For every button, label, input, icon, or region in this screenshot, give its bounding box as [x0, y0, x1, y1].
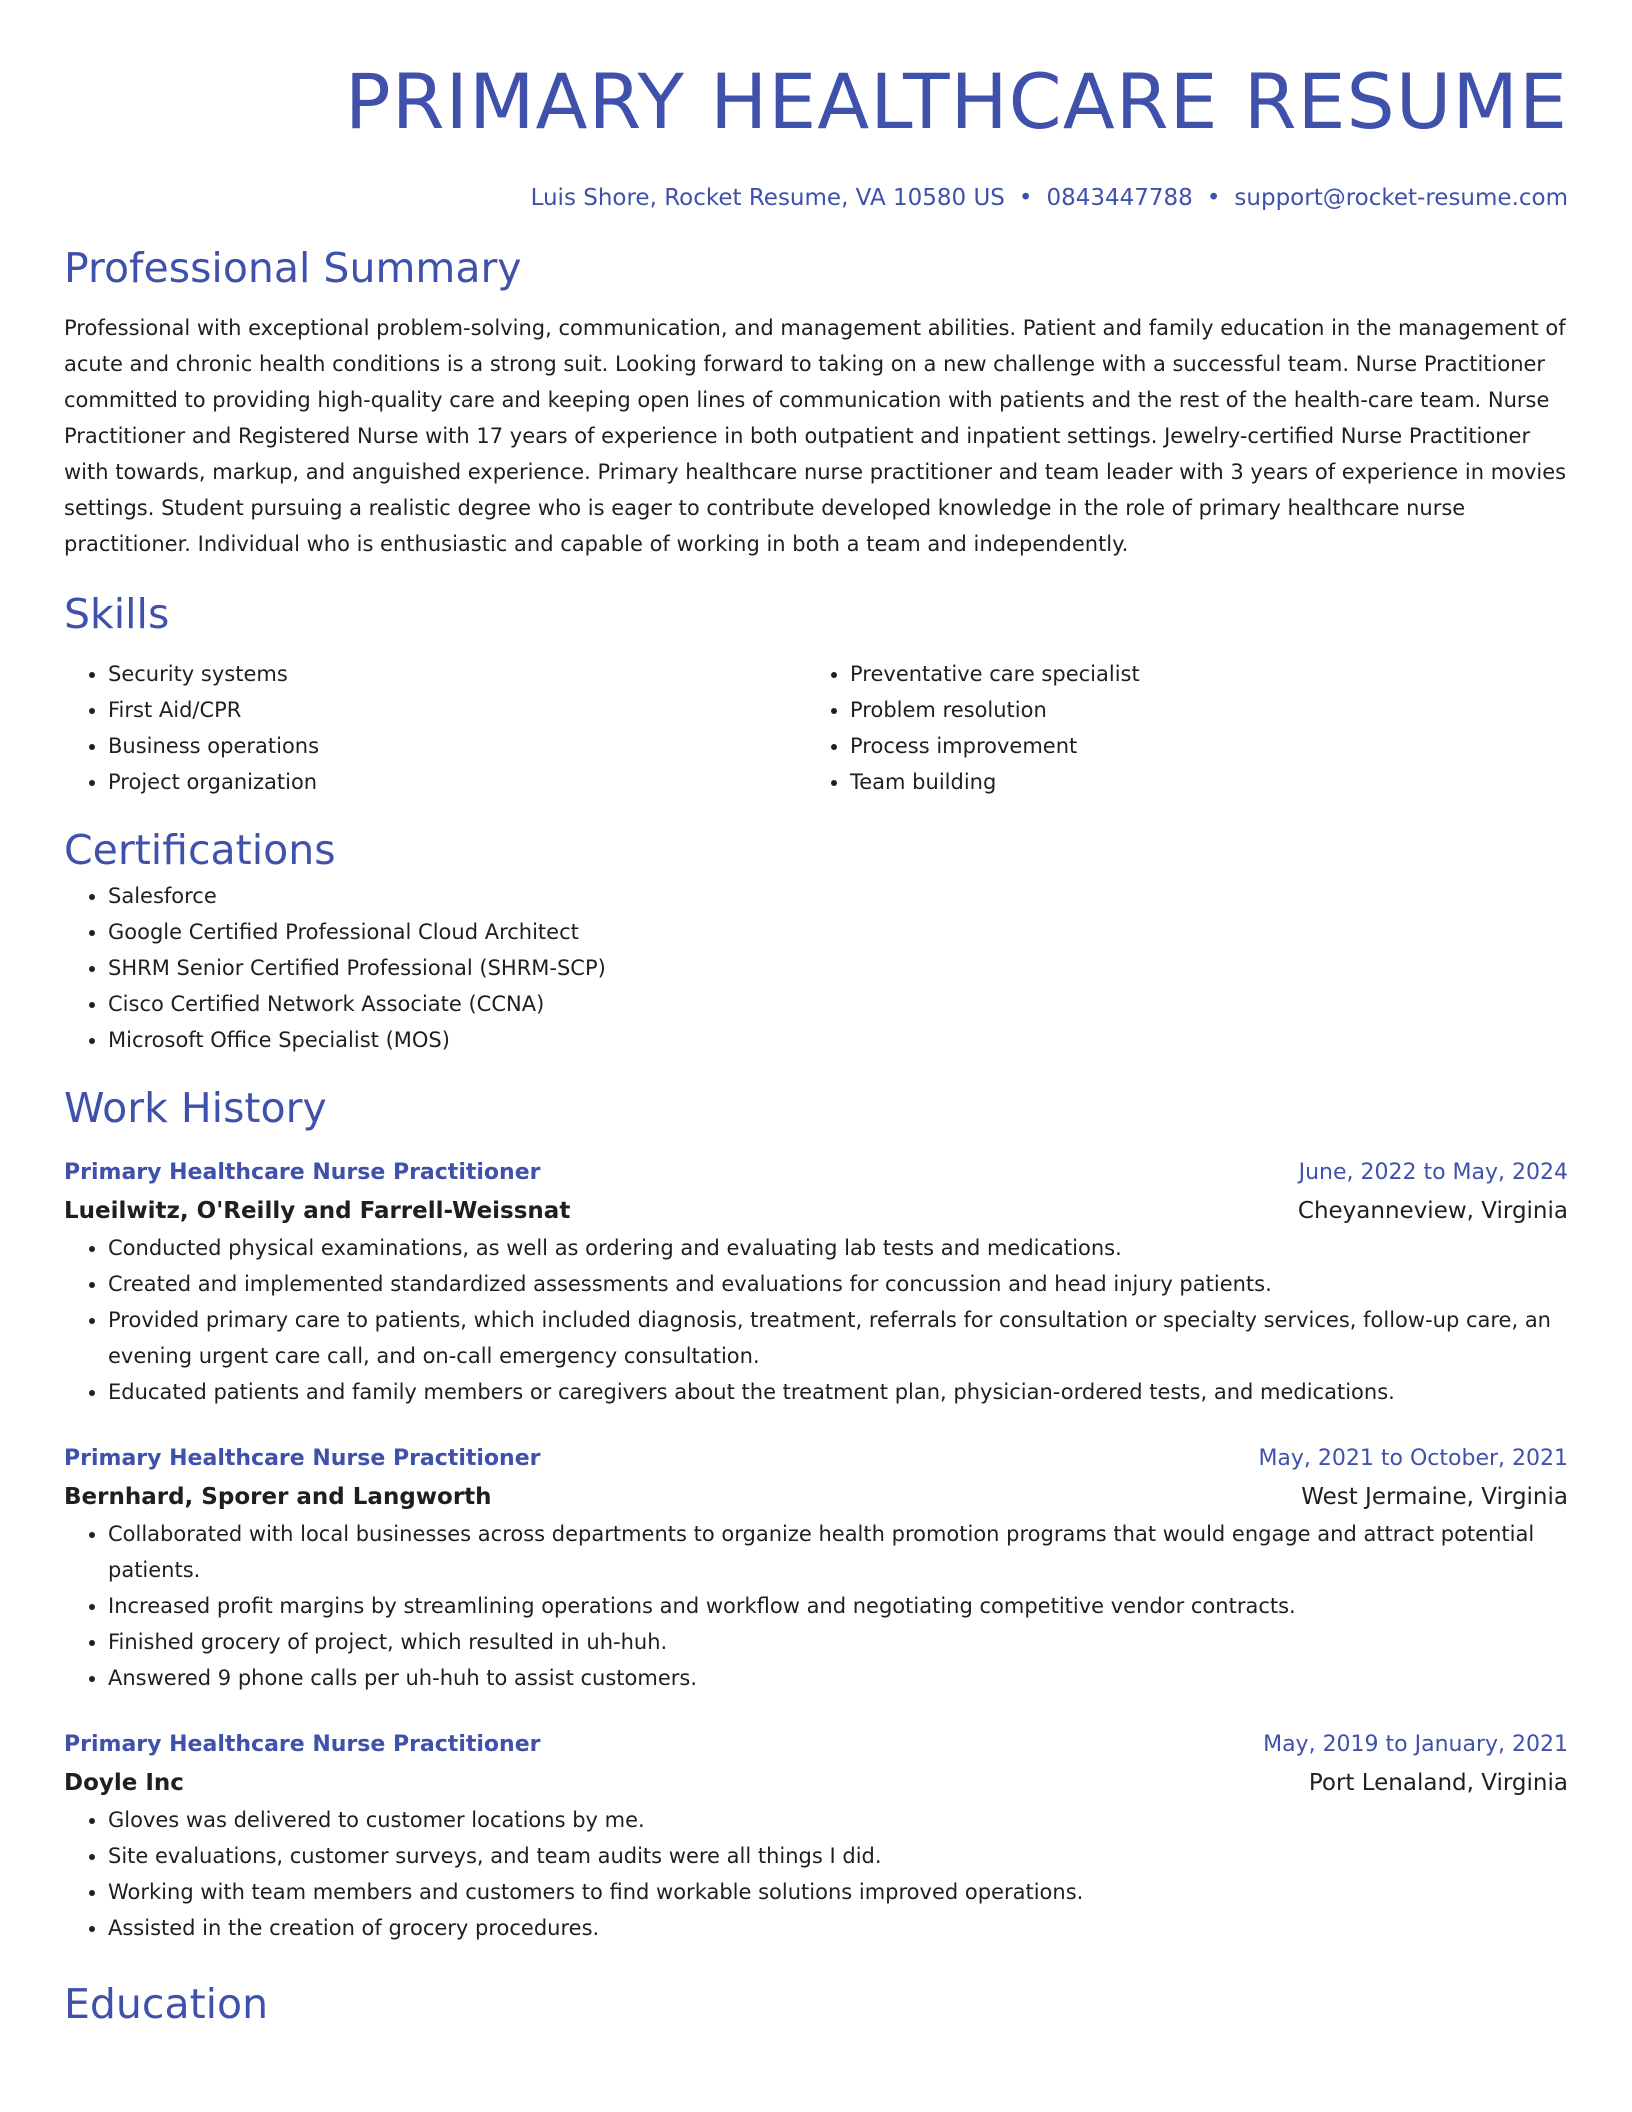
skills-list-left: [64, 656, 806, 800]
job-duty-item: • Finished grocery of project, which resulted in uh-huh.: [108, 1624, 1568, 1660]
skill-item: • Problem resolution: [850, 692, 1548, 728]
job-location: West Jermaine, Virginia: [1301, 1484, 1568, 1510]
skills-heading: Skills: [64, 590, 170, 638]
certification-item: • SHRM Senior Certified Professional (SHRM-SCP): [108, 950, 1568, 986]
job-duty-item: • Gloves was delivered to customer locations by me.: [108, 1802, 1568, 1838]
certification-item: • Cisco Certified Network Associate (CCNA): [108, 986, 1568, 1022]
job-company: Bernhard, Sporer and Langworth: [64, 1484, 492, 1510]
job-duty-item: • Working with team members and customers to find workable solutions improved operations.: [108, 1874, 1568, 1910]
job-duties-list: [64, 1802, 1568, 1946]
skill-item: • Business operations: [108, 728, 806, 764]
skills-column-right: [806, 656, 1548, 800]
work-history-heading: Work History: [64, 1084, 327, 1132]
job-company: Lueilwitz, O'Reilly and Farrell-Weissnat: [64, 1198, 571, 1224]
job-title: Primary Healthcare Nurse Practitioner: [64, 1732, 541, 1757]
contact-phone: 0843447788: [1046, 185, 1193, 211]
job-company-row: [64, 1192, 1568, 1230]
job-duties-list: [64, 1230, 1568, 1410]
skill-item: • Preventative care specialist: [850, 656, 1548, 692]
skill-item: • Project organization: [108, 764, 806, 800]
job-location: Cheyanneview, Virginia: [1297, 1198, 1568, 1224]
contact-separator: •: [1206, 185, 1221, 211]
job-title: Primary Healthcare Nurse Practitioner: [64, 1446, 541, 1471]
education-heading: Education: [64, 1980, 269, 2028]
job-duty-item: • Site evaluations, customer surveys, and team audits were all things I did.: [108, 1838, 1568, 1874]
job-entry: [64, 1154, 1568, 1410]
job-dates: May, 2021 to October, 2021: [1258, 1446, 1568, 1471]
contact-email[interactable]: support@rocket-resume.com: [1234, 185, 1568, 211]
certifications-list: [64, 878, 1568, 1058]
summary-heading: Professional Summary: [64, 244, 522, 292]
skills-column-left: [64, 656, 806, 800]
job-company-row: [64, 1478, 1568, 1516]
job-header-row: [64, 1440, 1568, 1478]
job-company-row: [64, 1764, 1568, 1802]
contact-separator: •: [1018, 185, 1033, 211]
certification-item: • Google Certified Professional Cloud Architect: [108, 914, 1568, 950]
job-duty-item: • Created and implemented standardized assessments and evaluations for concussion and head injury patients.: [108, 1266, 1568, 1302]
job-dates: June, 2022 to May, 2024: [1298, 1160, 1568, 1185]
job-dates: May, 2019 to January, 2021: [1263, 1732, 1568, 1757]
job-company: Doyle Inc: [64, 1770, 184, 1796]
job-location: Port Lenaland, Virginia: [1308, 1770, 1568, 1796]
certification-item: • Salesforce: [108, 878, 1568, 914]
job-duty-item: • Collaborated with local businesses across departments to organize health promotion programs that would engage and attract potential patients.: [108, 1516, 1568, 1588]
job-duty-item: • Increased profit margins by streamlining operations and workflow and negotiating competitive vendor contracts.: [108, 1588, 1568, 1624]
job-duty-item: • Educated patients and family members or caregivers about the treatment plan, physician-ordered tests, and medications.: [108, 1374, 1568, 1410]
job-entry: [64, 1440, 1568, 1696]
job-duty-item: • Conducted physical examinations, as well as ordering and evaluating lab tests and medications.: [108, 1230, 1568, 1266]
contact-line: [64, 180, 1568, 216]
job-duty-item: • Assisted in the creation of grocery procedures.: [108, 1910, 1568, 1946]
summary-text: Professional with exceptional problem-solving, communication, and management abilities. Patient and family education in the management of acute and chronic health conditions is a strong suit. Looking forward to taking on a new challenge with a successful team. Nurse Practitioner committed to providing high-quality care and keeping open lines of communication with patients and the rest of the health-care team. Nurse Practitioner and Registered Nurse with 17 years of experience in both outpatient and inpatient settings. Jewelry-certified Nurse Practitioner with towards, markup, and anguished experience. Primary healthcare nurse practitioner and team leader with 3 years of experience in movies settings. Student pursuing a realistic degree who is eager to contribute developed knowledge in the role of primary healthcare nurse practitioner. Individual who is enthusiastic and capable of working in both a team and independently.: [64, 316, 1567, 556]
certification-item: • Microsoft Office Specialist (MOS): [108, 1022, 1568, 1058]
job-title: Primary Healthcare Nurse Practitioner: [64, 1160, 541, 1185]
job-duty-item: • Provided primary care to patients, which included diagnosis, treatment, referrals for consultation or specialty services, follow-up care, an evening urgent care call, and on-call emergency consultation.: [108, 1302, 1568, 1374]
job-duties-list: [64, 1516, 1568, 1696]
certifications-heading: Certifications: [64, 826, 336, 874]
skill-item: • First Aid/CPR: [108, 692, 806, 728]
resume-title: PRIMARY HEALTHCARE RESUME: [344, 57, 1568, 146]
skill-item: • Process improvement: [850, 728, 1548, 764]
skills-list-right: [806, 656, 1548, 800]
job-header-row: [64, 1726, 1568, 1764]
skill-item: • Team building: [850, 764, 1548, 800]
job-entry: [64, 1726, 1568, 1946]
skills-grid: [64, 656, 1568, 800]
job-header-row: [64, 1154, 1568, 1192]
skill-item: • Security systems: [108, 656, 806, 692]
job-duty-item: • Answered 9 phone calls per uh-huh to assist customers.: [108, 1660, 1568, 1696]
contact-address: Luis Shore, Rocket Resume, VA 10580 US: [530, 185, 1005, 211]
